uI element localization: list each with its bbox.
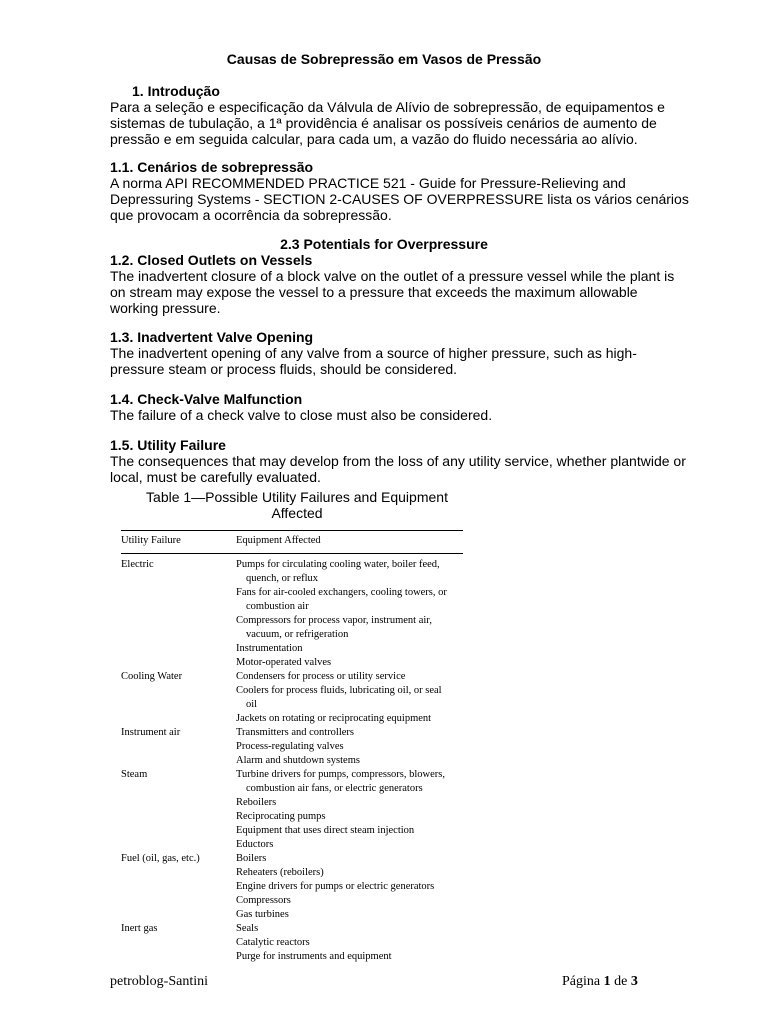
column-header-equipment: Equipment Affected — [236, 535, 321, 546]
table-header — [121, 530, 463, 553]
equipment-list — [236, 768, 463, 852]
table-caption: Table 1—Possible Utility Failures and Equipment Affected — [146, 489, 448, 521]
page-number: Página 1 de 3 — [562, 974, 638, 989]
equipment-item-line: combustion air fans, or electric generators — [246, 783, 423, 794]
equipment-item — [236, 670, 463, 684]
equipment-item-line: Catalytic reactors — [236, 937, 310, 948]
equipment-item — [236, 950, 463, 964]
equipment-item — [236, 922, 463, 936]
equipment-item-line: Motor-operated valves — [236, 657, 332, 668]
equipment-item — [236, 642, 463, 656]
equipment-item-line: combustion air — [246, 601, 309, 612]
equipment-item-line: Fans for air-cooled exchangers, cooling towers, or — [236, 587, 447, 598]
equipment-item — [236, 726, 463, 740]
equipment-item-line: Compressors — [236, 895, 291, 906]
equipment-item — [236, 656, 463, 670]
equipment-item-line: Boilers — [236, 853, 267, 864]
equipment-item-line: Reboilers — [236, 797, 277, 808]
footer-author: petroblog-Santini — [110, 974, 208, 989]
equipment-item — [236, 684, 463, 712]
utility-category: Inert gas — [121, 923, 158, 934]
equipment-item — [236, 866, 463, 880]
equipment-list — [236, 558, 463, 670]
equipment-item-line: Jackets on rotating or reciprocating equipment — [236, 713, 432, 724]
equipment-item-line: oil — [246, 699, 258, 710]
utility-category: Instrument air — [121, 727, 181, 738]
section-1-1: 1.1. Cenários de sobrepressão A norma API RECOMMENDED PRACTICE 521 - Guide for Pressure-Relieving and Depressuring Systems - SECTION 2-CAUSES OF OVERPRESSURE lista os vários cenários que provocam a ocorrência da sobrepressão. — [110, 159, 710, 223]
equipment-item-line: Seals — [236, 923, 259, 934]
equipment-item — [236, 712, 463, 726]
equipment-item-line: Reciprocating pumps — [236, 811, 326, 822]
equipment-item — [236, 908, 463, 922]
utility-failures-table — [121, 530, 463, 964]
table-row — [121, 922, 463, 964]
equipment-item-line: Pumps for circulating cooling water, boiler feed, — [236, 559, 440, 570]
section-1-3: 1.3. Inadvertent Valve Opening The inadvertent opening of any valve from a source of higher pressure, such as high- pressure steam or process fluids, should be considered. — [110, 329, 710, 377]
equipment-item-line: Turbine drivers for pumps, compressors, blowers, — [236, 769, 446, 780]
equipment-item-line: Purge for instruments and equipment — [236, 951, 392, 962]
table-row — [121, 726, 463, 768]
utility-category: Fuel (oil, gas, etc.) — [121, 853, 200, 864]
section-heading: 1.3. Inadvertent Valve Opening — [110, 329, 314, 345]
equipment-item — [236, 768, 463, 796]
equipment-item — [236, 810, 463, 824]
section-heading: 1.1. Cenários de sobrepressão — [110, 159, 314, 175]
equipment-item — [236, 558, 463, 586]
equipment-item-line: quench, or reflux — [246, 573, 319, 584]
equipment-list — [236, 852, 463, 922]
equipment-item-line: Coolers for process fluids, lubricating oil, or seal — [236, 685, 442, 696]
table-row — [121, 670, 463, 726]
equipment-item — [236, 852, 463, 866]
equipment-list — [236, 922, 463, 964]
table-row — [121, 852, 463, 922]
equipment-list — [236, 670, 463, 726]
utility-category: Electric — [121, 559, 154, 570]
equipment-item — [236, 796, 463, 810]
equipment-list — [236, 726, 463, 768]
equipment-item — [236, 824, 463, 838]
section-heading: 1.2. Closed Outlets on Vessels — [110, 252, 313, 268]
equipment-item-line: Condensers for process or utility service — [236, 671, 406, 682]
equipment-item-line: Equipment that uses direct steam injection — [236, 825, 415, 836]
equipment-item-line: vacuum, or refrigeration — [246, 629, 349, 640]
equipment-item-line: Alarm and shutdown systems — [236, 755, 360, 766]
equipment-item-line: Compressors for process vapor, instrument air, — [236, 615, 432, 626]
section-heading: 1.4. Check-Valve Malfunction — [110, 391, 303, 407]
equipment-item — [236, 880, 463, 894]
table-body — [121, 558, 463, 964]
intro-paragraph: Para a seleção e especificação da Válvula de Alívio de sobrepressão, de equipamentos e sistemas de tubulação, a 1ª providência é analisar os possíveis cenários de aumento de pressão e em seguida calcular, para cada um, a vazão do fluido necessária ao alívio. — [110, 99, 665, 147]
equipment-item — [236, 838, 463, 852]
section-1-4: 1.4. Check-Valve Malfunction The failure of a check valve to close must also be considered. — [110, 391, 710, 423]
equipment-item-line: Reheaters (reboilers) — [236, 867, 324, 878]
equipment-item — [236, 754, 463, 768]
equipment-item-line: Process-regulating valves — [236, 741, 344, 752]
column-header-utility: Utility Failure — [121, 535, 181, 546]
section-1-2: 1.2. Closed Outlets on Vessels The inadvertent closure of a block valve on the outlet of a pressure vessel while the plant is on stream may expose the vessel to a pressure that exceeds the maximum allowable working pressure. — [110, 252, 710, 316]
utility-category: Cooling Water — [121, 671, 183, 682]
table-row — [121, 558, 463, 670]
equipment-item-line: Eductors — [236, 839, 274, 850]
utility-category: Steam — [121, 769, 148, 780]
equipment-item — [236, 936, 463, 950]
section-heading: 1.5. Utility Failure — [110, 437, 226, 453]
potentials-heading: 2.3 Potentials for Overpressure — [280, 236, 488, 252]
equipment-item-line: Instrumentation — [236, 643, 303, 654]
equipment-item-line: Engine drivers for pumps or electric generators — [236, 881, 435, 892]
equipment-item-line: Transmitters and controllers — [236, 727, 355, 738]
equipment-item — [236, 894, 463, 908]
section-1-5: 1.5. Utility Failure The consequences that may develop from the loss of any utility service, whether plantwide or local, must be carefully evaluated. — [110, 437, 710, 485]
table-row — [121, 768, 463, 852]
equipment-item — [236, 586, 463, 614]
equipment-item — [236, 614, 463, 642]
page-title: Causas de Sobrepressão em Vasos de Pressão — [226, 51, 542, 67]
equipment-item — [236, 740, 463, 754]
intro-heading: 1. Introdução — [132, 83, 220, 99]
equipment-item-line: Gas turbines — [236, 909, 289, 920]
